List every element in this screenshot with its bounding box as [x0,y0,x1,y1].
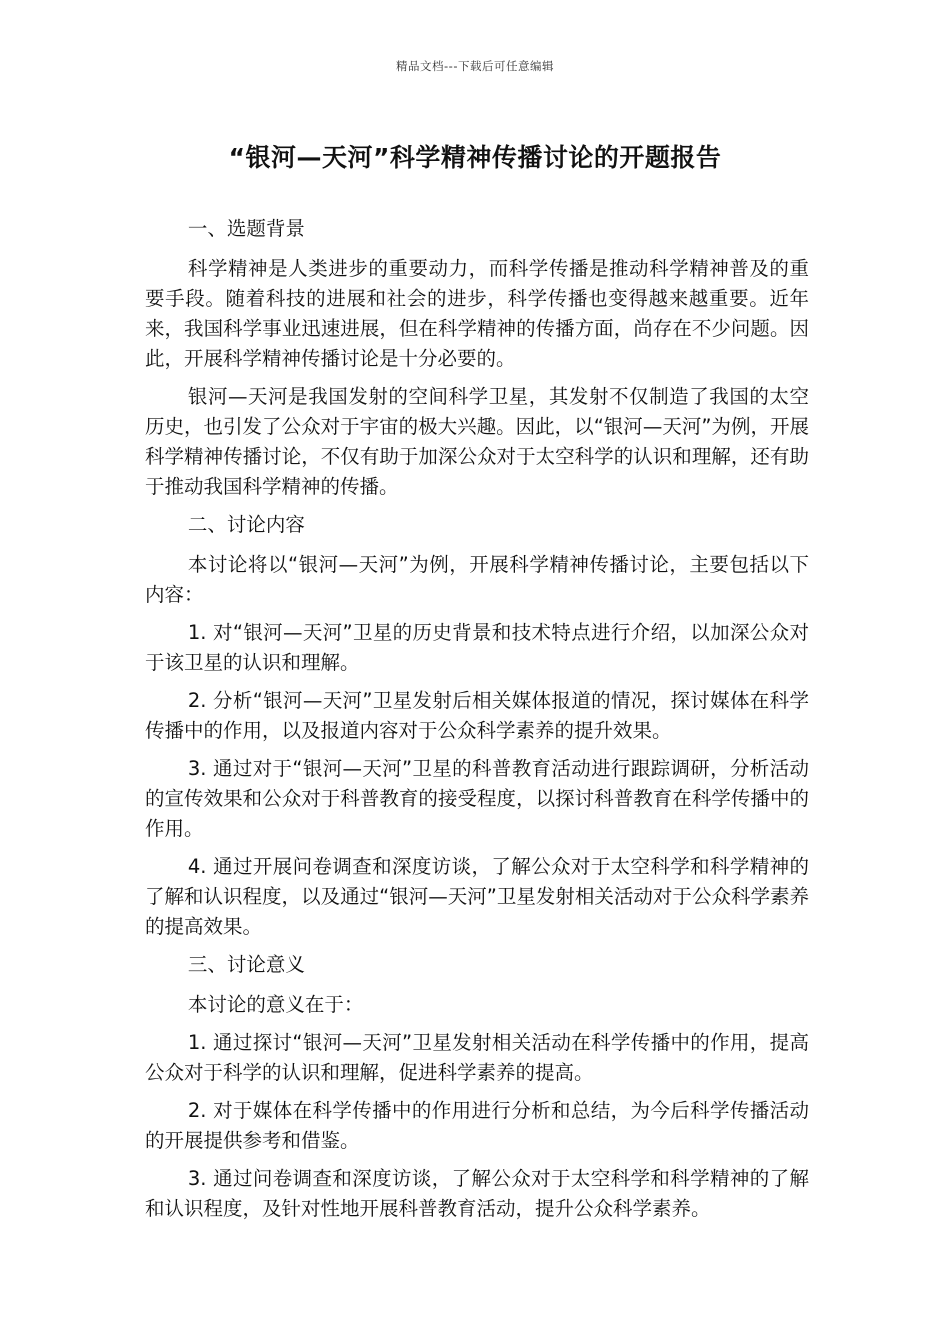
section-heading-significance: 三、讨论意义 [187,953,305,976]
paragraph: 科学精神是人类进步的重要动力，而科学传播是推动科学精神普及的重要手段。随着科技的进展和社会的进步，科学传播也变得越来越重要。近年来，我国科学事业迅速进展，但在科学精神的传播方面，尚存在不少问题。因此，开展科学精神传播讨论是十分必要的。 [145,257,809,370]
list-item: 3. 通过问卷调查和深度访谈，了解公众对于太空科学和科学精神的了解和认识程度，及针对性地开展科普教育活动，提升公众科学素养。 [145,1167,809,1220]
paragraph: 本讨论将以“银河—天河”为例，开展科学精神传播讨论，主要包括以下内容： [145,553,809,606]
list-item: 3. 通过对于“银河—天河”卫星的科普教育活动进行跟踪调研，分析活动的宣传效果和公众对于科普教育的接受程度，以探讨科普教育在科学传播中的作用。 [145,757,809,840]
paragraph: 本讨论的意义在于： [187,993,364,1016]
section-heading-background: 一、选题背景 [187,217,305,240]
list-item: 2. 分析“银河—天河”卫星发射后相关媒体报道的情况，探讨媒体在科学传播中的作用，以及报道内容对于公众科学素养的提升效果。 [145,689,809,742]
section-heading-content: 二、讨论内容 [187,513,305,536]
list-item: 4. 通过开展问卷调查和深度访谈，了解公众对于太空科学和科学精神的了解和认识程度，以及通过“银河—天河”卫星发射相关活动对于公众科学素养的提高效果。 [145,855,809,938]
list-item: 2. 对于媒体在科学传播中的作用进行分析和总结，为今后科学传播活动的开展提供参考和借鉴。 [145,1099,809,1152]
document-body [145,214,809,1232]
document-title: “银河—天河”科学精神传播讨论的开题报告 [228,143,722,172]
list-item: 1. 通过探讨“银河—天河”卫星发射相关活动在科学传播中的作用，提高公众对于科学的认识和理解，促进科学素养的提高。 [145,1031,809,1084]
header-note: 精品文档---下载后可任意编辑 [396,59,554,73]
paragraph: 银河—天河是我国发射的空间科学卫星，其发射不仅制造了我国的太空历史，也引发了公众对于宇宙的极大兴趣。因此，以“银河—天河”为例，开展科学精神传播讨论，不仅有助于加深公众对于太空科学的认识和理解，还有助于推动我国科学精神的传播。 [145,385,809,498]
list-item: 1. 对“银河—天河”卫星的历史背景和技术特点进行介绍，以加深公众对于该卫星的认识和理解。 [145,621,809,674]
